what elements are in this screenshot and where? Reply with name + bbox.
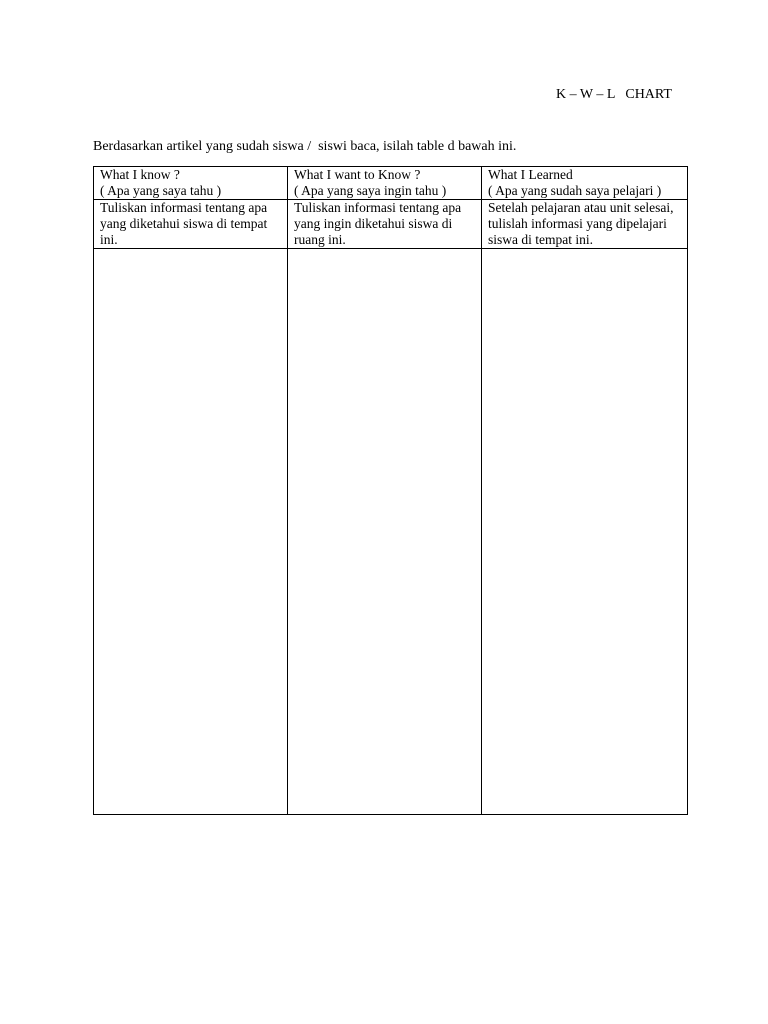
answer-row — [94, 249, 688, 815]
instruction-row — [94, 200, 688, 249]
answer-cell-know[interactable] — [94, 249, 288, 815]
header-cell-know — [94, 167, 288, 200]
column-heading: What I Learned — [488, 167, 573, 182]
kwl-table — [93, 166, 688, 815]
column-instruction: Setelah pelajaran atau unit selesai, tulislah informasi yang dipelajari siswa di tempat ini. — [488, 200, 674, 247]
answer-cell-learned[interactable] — [482, 249, 688, 815]
answer-cell-want-to-know[interactable] — [288, 249, 482, 815]
column-heading: What I want to Know ? — [294, 167, 421, 182]
instruction-cell-learned — [482, 200, 688, 249]
column-subheading: ( Apa yang saya ingin tahu ) — [294, 183, 447, 198]
header-cell-want-to-know — [288, 167, 482, 200]
column-subheading: ( Apa yang saya tahu ) — [100, 183, 222, 198]
instruction-cell-want-to-know — [288, 200, 482, 249]
header-row — [94, 167, 688, 200]
column-instruction: Tuliskan informasi tentang apa yang diketahui siswa di tempat ini. — [100, 200, 268, 247]
column-instruction: Tuliskan informasi tentang apa yang ingin diketahui siswa di ruang ini. — [294, 200, 462, 247]
column-subheading: ( Apa yang sudah saya pelajari ) — [488, 183, 662, 198]
instruction-text: Berdasarkan artikel yang sudah siswa / siswi baca, isilah table d bawah ini. — [93, 139, 517, 154]
header-cell-learned — [482, 167, 688, 200]
instruction-cell-know — [94, 200, 288, 249]
column-heading: What I know ? — [100, 167, 180, 182]
page-title: K – W – L CHART — [556, 87, 672, 102]
